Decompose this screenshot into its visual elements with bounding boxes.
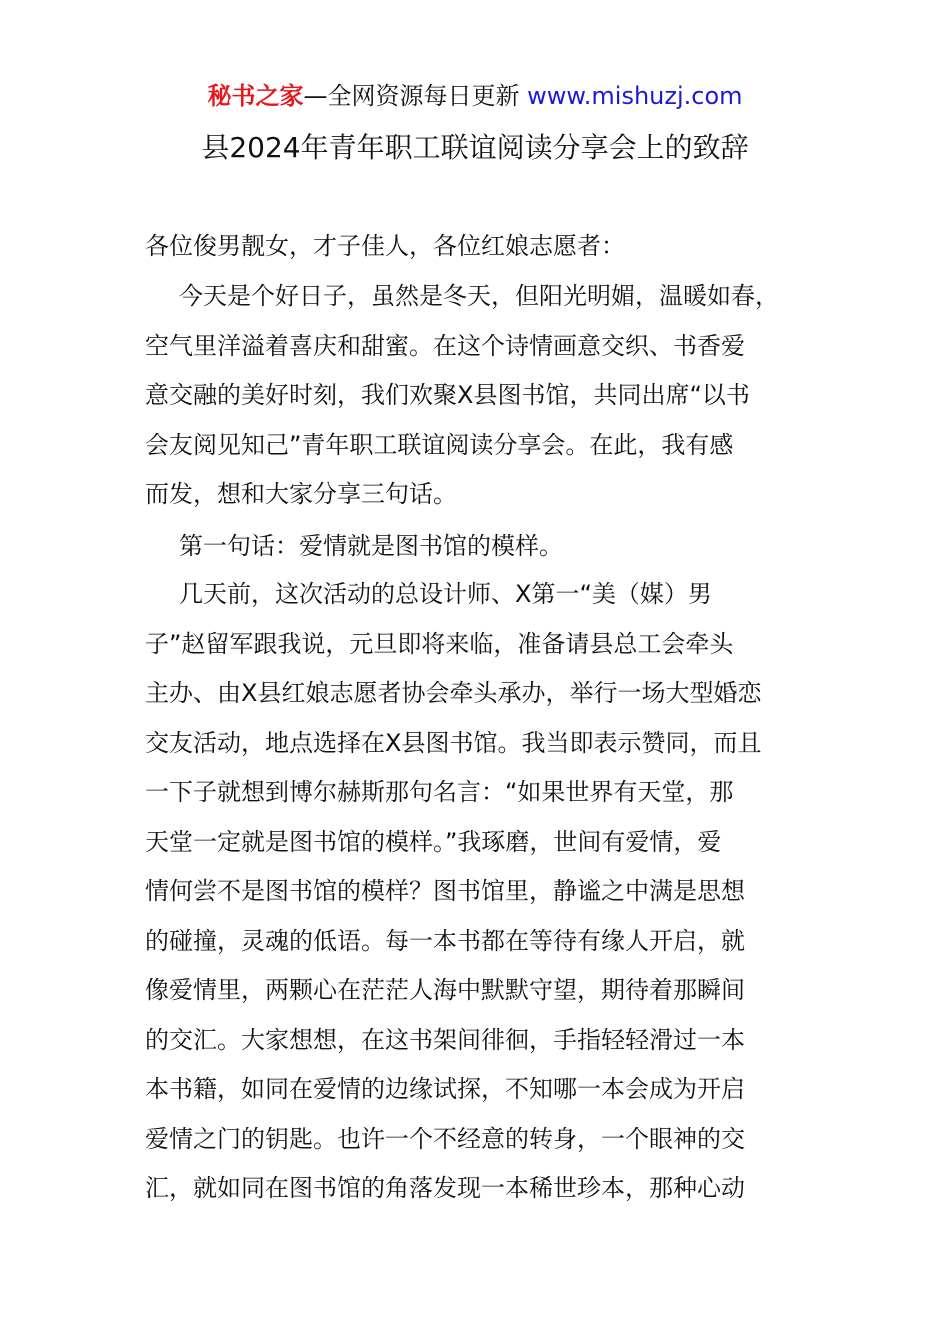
paragraph-line: 意交融的美好时刻，我们欢聚X县图书馆，共同出席“以书 — [145, 381, 750, 409]
paragraph-line: 主办、由X县红娘志愿者协会牵头承办，举行一场大型婚恋 — [145, 679, 762, 707]
paragraph-line: 爱情之门的钥匙。也许一个不经意的转身，一个眼神的交 — [145, 1124, 745, 1153]
paragraph-line: 天堂一定就是图书馆的模样。”我琢磨，世间有爱情，爱 — [145, 827, 722, 856]
paragraph-line: 像爱情里，两颗心在茫茫人海中默默守望，期待着那瞬间 — [145, 976, 745, 1004]
paragraph-line: 交友活动，地点选择在X县图书馆。我当即表示赞同，而且 — [145, 728, 762, 757]
paragraph-line: 会友阅见知己”青年职工联谊阅读分享会。在此，我有感 — [145, 430, 734, 459]
paragraph-line: 空气里洋溢着喜庆和甜蜜。在这个诗情画意交织、书香爱 — [145, 331, 745, 360]
paragraph-line: 的碰撞，灵魂的低语。每一本书都在等待有缘人开启，就 — [145, 926, 745, 955]
paragraph-line: 一下子就想到博尔赫斯那句名言：“如果世界有天堂，那 — [145, 778, 734, 806]
paragraph-line: 本书籍，如同在爱情的边缘试探，不知哪一本会成为开启 — [145, 1075, 745, 1103]
brand-name: 秘书之家 — [207, 82, 304, 110]
paragraph-line: 今天是个好日子，虽然是冬天，但阳光明媚，温暖如春， — [179, 282, 779, 310]
paragraph-line: 而发，想和大家分享三句话。 — [145, 480, 457, 508]
paragraph-line: 子”赵留军跟我说，元旦即将来临，准备请县总工会牵头 — [145, 629, 734, 658]
paragraph-line: 汇，就如同在图书馆的角落发现一本稀世珍本，那种心动 — [145, 1174, 745, 1202]
section-heading-line: 第一句话：爱情就是图书馆的模样。 — [179, 532, 563, 560]
paragraph-2 — [145, 522, 815, 572]
paragraph-line: 情何尝不是图书馆的模样？图书馆里，静谧之中满是思想 — [145, 877, 745, 905]
paragraph-line: 的交汇。大家想想，在这书架间徘徊，手指轻轻滑过一本 — [145, 1025, 745, 1054]
paragraph-line: 几天前，这次活动的总设计师、X第一“美（媒）男 — [179, 580, 712, 608]
site-url-link[interactable]: www.mishuzj.com — [527, 82, 743, 110]
site-header — [0, 80, 950, 112]
salutation-line: 各位俊男靓女，才子佳人，各位红娘志愿者： — [145, 232, 625, 260]
header-tagline: —全网资源每日更新 — [303, 82, 520, 110]
salutation — [145, 222, 815, 272]
paragraph-1 — [145, 272, 815, 520]
document-title: 县2024年青年职工联谊阅读分享会上的致辞 — [201, 131, 749, 164]
paragraph-3 — [145, 570, 815, 1214]
